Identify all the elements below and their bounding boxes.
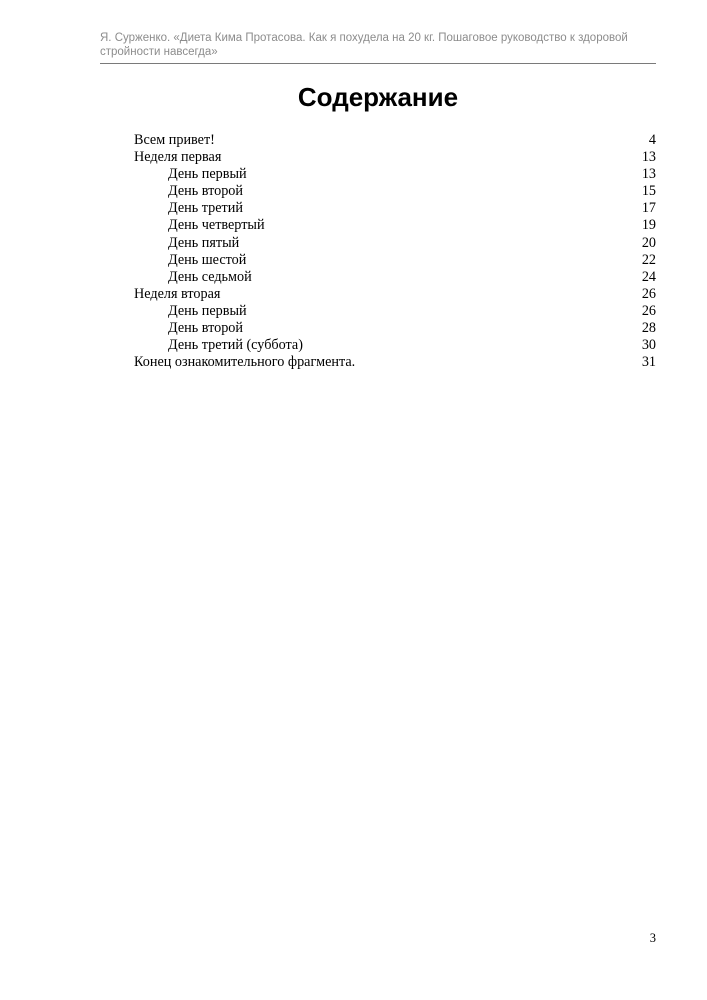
toc-entry-page: 30 xyxy=(641,337,656,354)
toc-entry-page: 15 xyxy=(641,183,656,200)
toc-entry[interactable] xyxy=(134,132,656,149)
running-header: Я. Сурженко. «Диета Кима Протасова. Как я похудела на 20 кг. Пошаговое руководство к здоровой стройности навсегда» xyxy=(100,32,628,58)
toc-entry-page: 19 xyxy=(641,217,656,234)
toc-entry-label: День первый xyxy=(168,302,247,319)
toc-entry[interactable] xyxy=(134,269,656,286)
toc-entry-page: 28 xyxy=(641,320,656,337)
toc-entry-label: Всем привет! xyxy=(134,132,215,148)
toc-entry-page: 22 xyxy=(641,251,656,268)
toc-entry[interactable] xyxy=(134,320,656,337)
toc-entry-label: Неделя первая xyxy=(134,149,222,166)
toc-entry-label: Неделя вторая xyxy=(134,285,221,302)
toc-entry[interactable] xyxy=(134,286,656,303)
toc-entry-label: День первый xyxy=(168,166,247,183)
table-of-contents xyxy=(134,132,656,371)
toc-entry-label: Конец ознакомительного фрагмента. xyxy=(134,354,356,371)
toc-entry[interactable] xyxy=(134,217,656,234)
toc-entry[interactable] xyxy=(134,200,656,217)
toc-entry-page: 20 xyxy=(641,234,656,251)
toc-entry-page: 17 xyxy=(641,200,656,217)
toc-entry-page: 26 xyxy=(641,285,656,302)
page-title: Содержание xyxy=(297,82,459,112)
toc-entry[interactable] xyxy=(134,337,656,354)
toc-entry[interactable] xyxy=(134,252,656,269)
toc-entry-label: День пятый xyxy=(168,234,240,251)
toc-entry-label: День седьмой xyxy=(168,268,252,285)
toc-entry-page: 4 xyxy=(648,132,656,148)
toc-entry-page: 31 xyxy=(641,354,656,371)
toc-entry-label: День третий (суббота) xyxy=(168,337,303,354)
toc-entry-label: День третий xyxy=(168,200,243,217)
toc-entry[interactable] xyxy=(134,183,656,200)
toc-entry-label: День четвертый xyxy=(168,217,265,234)
toc-entry-label: День второй xyxy=(168,320,243,337)
toc-entry[interactable] xyxy=(134,166,656,183)
toc-entry[interactable] xyxy=(134,354,656,371)
page-number: 3 xyxy=(649,931,656,945)
toc-entry[interactable] xyxy=(134,303,656,320)
header-divider xyxy=(100,63,656,64)
toc-entry-label: День второй xyxy=(168,183,243,200)
toc-entry-page: 26 xyxy=(641,302,656,319)
toc-entry-page: 13 xyxy=(641,166,656,183)
toc-entry-label: День шестой xyxy=(168,251,247,268)
toc-entry[interactable] xyxy=(134,149,656,166)
toc-entry[interactable] xyxy=(134,235,656,252)
toc-entry-page: 13 xyxy=(641,149,656,166)
toc-entry-page: 24 xyxy=(641,268,656,285)
